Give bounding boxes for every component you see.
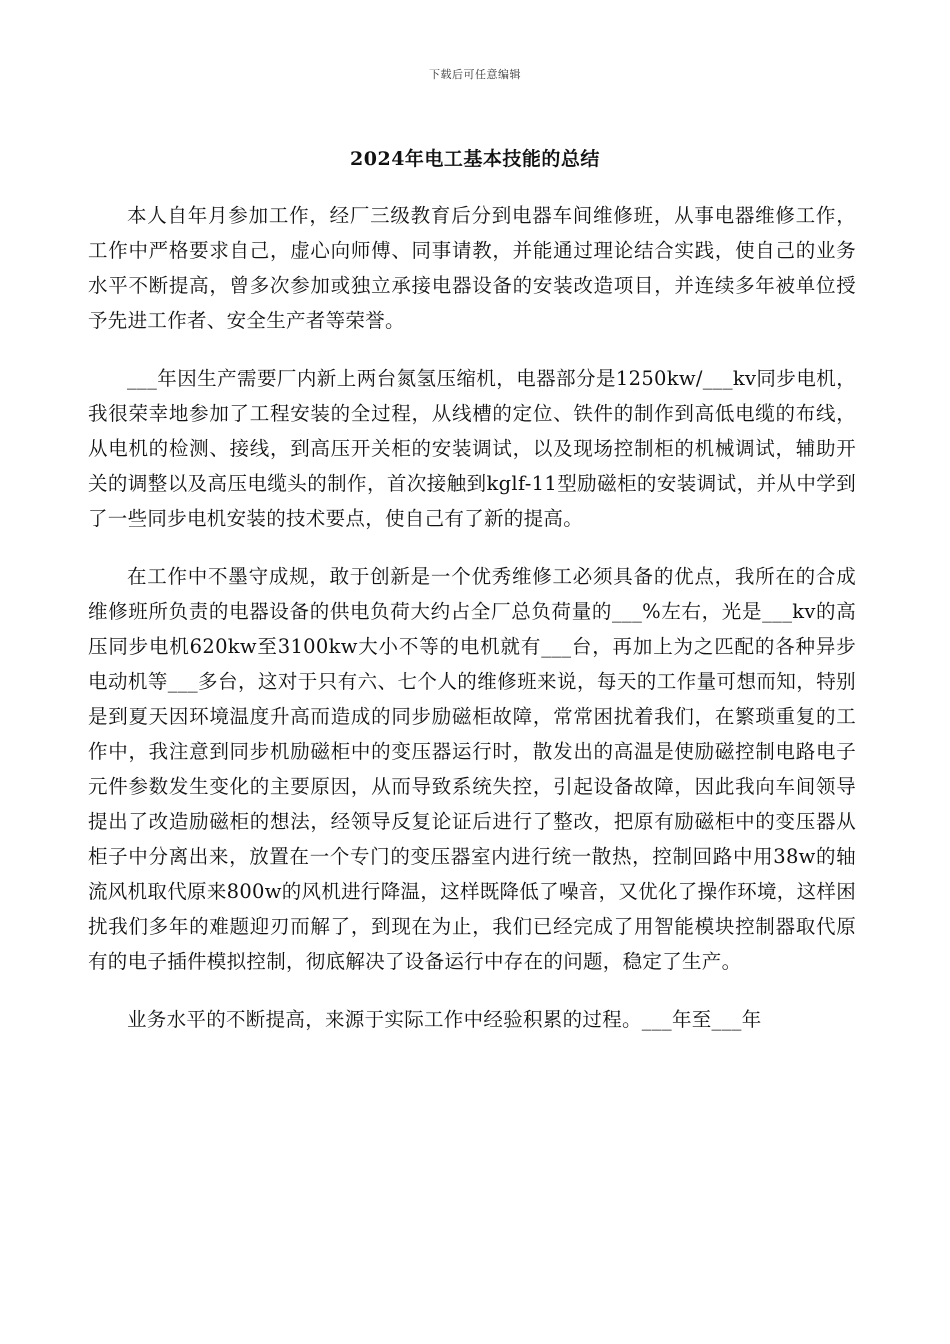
paragraph-4: 业务水平的不断提高，来源于实际工作中经验积累的过程。___年至___年 [127,1008,762,1031]
header-note: 下载后可任意编辑 [429,68,521,81]
paragraph-1: 本人自年月参加工作，经厂三级教育后分到电器车间维修班，从事电器维修工作，工作中严格要求自己，虚心向师傅、同事请教，并能通过理论结合实践，使自己的业务水平不断提高，曾多次参加或独立承接电器设备的安装改造项目，并连续多年被单位授予先进工作者、安全生产者等荣誉。 [88,204,856,332]
document-body [88,198,856,1060]
document-title: 2024年电工基本技能的总结 [350,148,600,170]
paragraph-3: 在工作中不墨守成规，敢于创新是一个优秀维修工必须具备的优点，我所在的合成维修班所负责的电器设备的供电负荷大约占全厂总负荷量的___%左右，光是___kv的高压同步电机620kw至3100kw大小不等的电机就有___台，再加上为之匹配的各种异步电动机等___多台，这对于只有六、七个人的维修班来说，每天的工作量可想而知，特别是到夏天因环境温度升高而造成的同步励磁柜故障，常常困扰着我们，在繁琐重复的工作中，我注意到同步机励磁柜中的变压器运行时，散发出的高温是使励磁控制电路电子元件参数发生变化的主要原因，从而导致系统失控，引起设备故障，因此我向车间领导提出了改造励磁柜的想法，经领导反复论证后进行了整改，把原有励磁柜中的变压器从柜子中分离出来，放置在一个专门的变压器室内进行统一散热，控制回路中用38w的轴流风机取代原来800w的风机进行降温，这样既降低了噪音，又优化了操作环境，这样困扰我们多年的难题迎刃而解了，到现在为止，我们已经完成了用智能模块控制器取代原有的电子插件模拟控制，彻底解决了设备运行中存在的问题，稳定了生产。 [88,565,856,973]
paragraph-2: ___年因生产需要厂内新上两台氮氢压缩机，电器部分是1250kw/___kv同步电机，我很荣幸地参加了工程安装的全过程，从线槽的定位、铁件的制作到高低电缆的布线，从电机的检测、接线，到高压开关柜的安装调试，以及现场控制柜的机械调试，辅助开关的调整以及高压电缆头的制作，首次接触到kglf-11型励磁柜的安装调试，并从中学到了一些同步电机安装的技术要点，使自己有了新的提高。 [88,367,856,530]
